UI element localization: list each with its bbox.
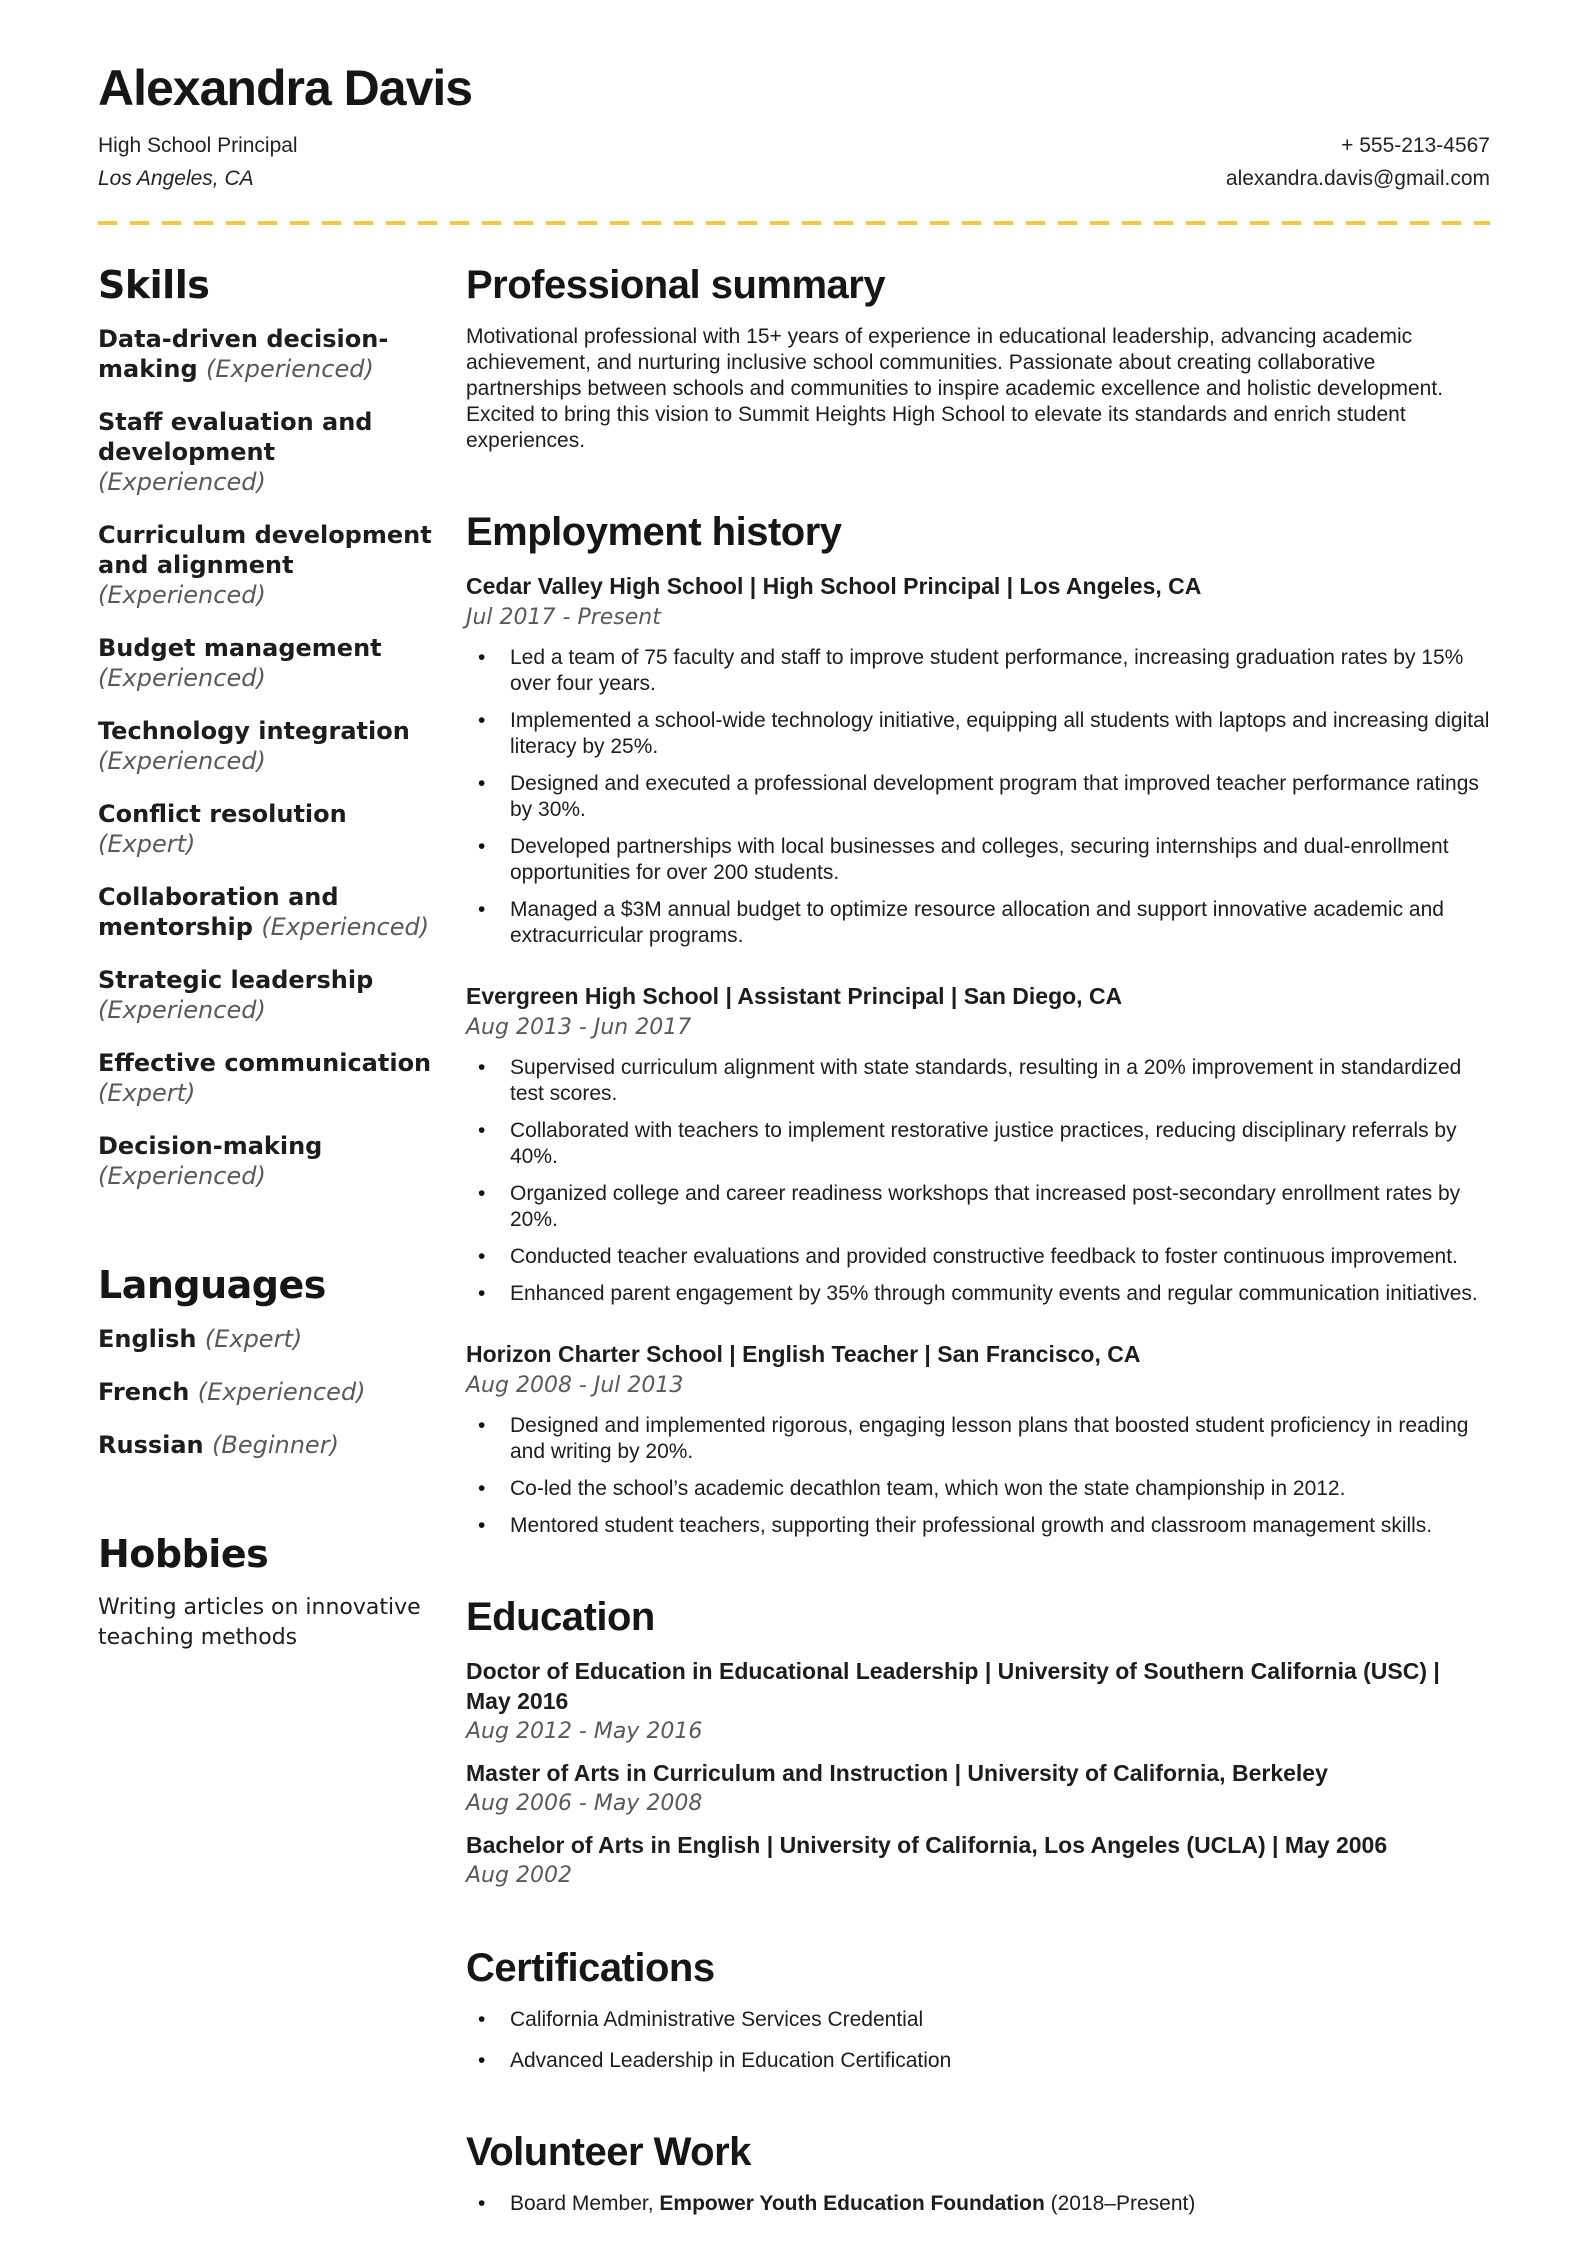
degrees-list xyxy=(466,1656,1490,1890)
skill-level: (Experienced) xyxy=(98,746,266,775)
skill-name: Budget management xyxy=(98,633,382,662)
certifications-section xyxy=(466,1946,1490,2074)
skill-item xyxy=(98,1377,436,1407)
skill-name: Collaboration and mentorship xyxy=(98,882,339,941)
volunteer-section xyxy=(466,2130,1490,2217)
dashed-divider xyxy=(98,221,1490,225)
education-title: Education xyxy=(466,1594,655,1639)
skill-item xyxy=(98,965,436,1025)
skill-name: Staff evaluation and development xyxy=(98,407,373,466)
skill-level: (Expert) xyxy=(98,829,196,858)
skill-name: English xyxy=(98,1324,197,1353)
skill-level: (Experienced) xyxy=(98,995,266,1024)
job-dates: Aug 2008 - Jul 2013 xyxy=(466,1372,684,1398)
degree-heading: Master of Arts in Curriculum and Instruction | University of California, Berkeley xyxy=(466,1759,1328,1786)
summary-text: Motivational professional with 15+ years of experience in educational leadership, advancing academic achievement, and nurturing inclusive school communities. Passionate about creating collaborative partnerships between schools and communities to inspire academic excellence and holistic development. Excited to bring this vision to Summit Heights High School to elevate its standards and enrich student experiences. xyxy=(466,324,1444,452)
job-dates: Aug 2013 - Jun 2017 xyxy=(466,1014,692,1040)
hobbies-text: Writing articles on innovative teaching methods xyxy=(98,1594,421,1650)
job-bullet: • Collaborated with teachers to implement restorative justice practices, reducing disciplinary referrals by 40%. xyxy=(466,1118,1490,1170)
job-bullet: • Developed partnerships with local businesses and colleges, securing internships and dual-enrollment opportunities for over 200 students. xyxy=(466,834,1490,886)
skill-level: (Experienced) xyxy=(98,663,266,692)
degree-entry xyxy=(466,1758,1490,1818)
volunteer-organization: Empower Youth Education Foundation xyxy=(659,2191,1045,2215)
skill-name: Strategic leadership xyxy=(98,965,374,994)
skill-name: Decision-making xyxy=(98,1131,323,1160)
skill-level: (Experienced) xyxy=(206,354,374,383)
job-bullet: • Co-led the school’s academic decathlon team, which won the state championship in 2012. xyxy=(466,1476,1490,1502)
sidebar xyxy=(98,263,436,1653)
skill-item xyxy=(98,407,436,497)
hobbies-title: Hobbies xyxy=(98,1531,269,1576)
degree-heading: Doctor of Education in Educational Leadership | University of Southern California (USC) | May 2016 xyxy=(466,1657,1440,1714)
education-section xyxy=(466,1595,1490,1890)
languages-list xyxy=(98,1324,436,1460)
hobbies-section xyxy=(98,1532,436,1653)
employment-section xyxy=(466,510,1490,1539)
skill-name: Data-driven decision-making xyxy=(98,324,389,383)
skill-level: (Experienced) xyxy=(98,467,266,496)
job-bullet: • Organized college and career readiness workshops that increased post-secondary enrollment rates by 20%. xyxy=(466,1181,1490,1233)
skill-level: (Experienced) xyxy=(261,912,430,941)
person-name: Alexandra Davis xyxy=(98,60,473,116)
skill-level: (Experienced) xyxy=(197,1377,366,1406)
job-bullet: • Led a team of 75 faculty and staff to improve student performance, increasing graduation rates by 15% over four years. xyxy=(466,645,1490,697)
job-bullet: • Mentored student teachers, supporting their professional growth and classroom management skills. xyxy=(466,1513,1490,1539)
job-bullet: • Supervised curriculum alignment with state standards, resulting in a 20% improvement in standardized test scores. xyxy=(466,1055,1490,1107)
employment-title: Employment history xyxy=(466,509,842,554)
job-entry xyxy=(466,1339,1490,1539)
main-column xyxy=(466,263,1490,2232)
degree-heading: Bachelor of Arts in English | University of California, Los Angeles (UCLA) | May 2006 xyxy=(466,1831,1388,1858)
job-bullet: • Designed and executed a professional development program that improved teacher performance ratings by 30%. xyxy=(466,771,1490,823)
skill-item xyxy=(98,882,436,942)
degree-entry xyxy=(466,1830,1490,1890)
content-columns xyxy=(98,263,1490,2232)
jobs-list xyxy=(466,571,1490,1539)
degree-dates: Aug 2006 - May 2008 xyxy=(466,1790,703,1816)
degree-entry xyxy=(466,1656,1490,1746)
certifications-title: Certifications xyxy=(466,1945,715,1990)
skill-item xyxy=(98,520,436,610)
skills-title: Skills xyxy=(98,262,210,307)
skill-level: (Experienced) xyxy=(98,1161,266,1190)
job-bullets xyxy=(466,1413,1490,1539)
skill-item xyxy=(98,633,436,693)
skill-level: (Experienced) xyxy=(98,580,266,609)
job-heading: Horizon Charter School | English Teacher | San Francisco, CA xyxy=(466,1340,1141,1367)
job-bullet: • Conducted teacher evaluations and provided constructive feedback to foster continuous improvement. xyxy=(466,1244,1490,1270)
summary-section xyxy=(466,263,1490,454)
skill-name: French xyxy=(98,1377,190,1406)
skills-section xyxy=(98,263,436,1191)
volunteer-dates: (2018–Present) xyxy=(1044,2191,1196,2215)
certification-item: • Advanced Leadership in Education Certification xyxy=(466,2048,1490,2074)
skill-item xyxy=(98,1048,436,1108)
certifications-list xyxy=(466,2007,1490,2074)
skill-name: Technology integration xyxy=(98,716,410,745)
skill-name: Conflict resolution xyxy=(98,799,347,828)
volunteer-title: Volunteer Work xyxy=(466,2129,751,2174)
volunteer-list xyxy=(466,2191,1490,2217)
person-email: alexandra.davis@gmail.com xyxy=(1225,166,1490,190)
skill-item xyxy=(98,1131,436,1191)
skill-name: Effective communication xyxy=(98,1048,432,1077)
job-dates: Jul 2017 - Present xyxy=(466,604,661,630)
location-email-row xyxy=(98,162,1490,195)
volunteer-item xyxy=(466,2191,1490,2217)
skill-item xyxy=(98,324,436,384)
skill-level: (Expert) xyxy=(98,1078,196,1107)
resume-header xyxy=(98,62,1490,225)
languages-title: Languages xyxy=(98,1262,326,1307)
person-location: Los Angeles, CA xyxy=(98,166,254,190)
person-phone: + 555-213-4567 xyxy=(1341,133,1490,157)
job-heading: Evergreen High School | Assistant Principal | San Diego, CA xyxy=(466,982,1123,1009)
skill-level: (Beginner) xyxy=(212,1430,339,1459)
certification-item: • California Administrative Services Credential xyxy=(466,2007,1490,2033)
skill-level: (Expert) xyxy=(204,1324,303,1353)
title-phone-row xyxy=(98,129,1490,162)
job-bullet: • Enhanced parent engagement by 35% through community events and regular communication initiatives. xyxy=(466,1281,1490,1307)
skills-list xyxy=(98,324,436,1191)
skill-item xyxy=(98,1324,436,1354)
person-job-title: High School Principal xyxy=(98,133,298,157)
job-bullet: • Designed and implemented rigorous, engaging lesson plans that boosted student proficiency in reading and writing by 20%. xyxy=(466,1413,1490,1465)
skill-name: Russian xyxy=(98,1430,204,1459)
skill-item xyxy=(98,716,436,776)
job-entry xyxy=(466,981,1490,1307)
job-bullets xyxy=(466,1055,1490,1307)
job-bullet: • Implemented a school-wide technology initiative, equipping all students with laptops and increasing digital literacy by 25%. xyxy=(466,708,1490,760)
volunteer-role: Board Member, xyxy=(510,2191,660,2215)
skill-name: Curriculum development and alignment xyxy=(98,520,432,579)
job-heading: Cedar Valley High School | High School Principal | Los Angeles, CA xyxy=(466,572,1202,599)
languages-section xyxy=(98,1263,436,1460)
skill-item xyxy=(98,799,436,859)
degree-dates: Aug 2012 - May 2016 xyxy=(466,1718,703,1744)
job-bullet: • Managed a $3M annual budget to optimize resource allocation and support innovative academic and extracurricular programs. xyxy=(466,897,1490,949)
job-bullets xyxy=(466,645,1490,949)
skill-item xyxy=(98,1430,436,1460)
job-entry xyxy=(466,571,1490,949)
summary-title: Professional summary xyxy=(466,262,886,307)
degree-dates: Aug 2002 xyxy=(466,1862,572,1888)
